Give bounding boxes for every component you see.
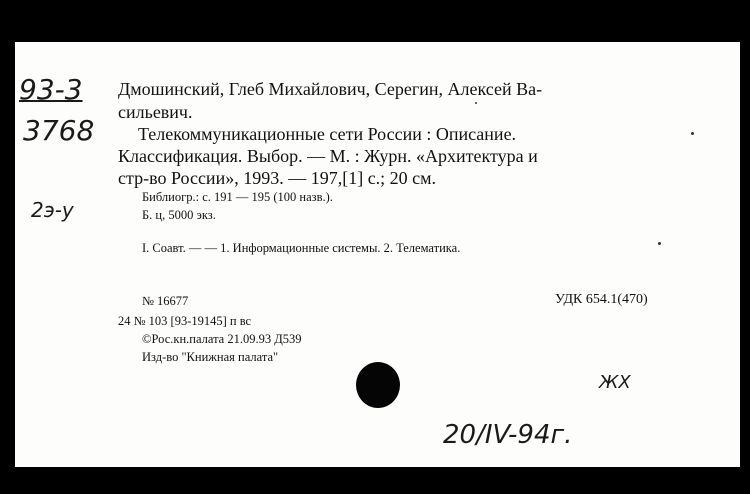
handwritten-mark-right: ЖХ bbox=[599, 372, 631, 393]
punched-hole bbox=[356, 362, 400, 408]
shelf-mark-bottom: 3768 bbox=[23, 114, 95, 147]
subject-headings: I. Соавт. — — 1. Информационные системы. 2. Телематика. bbox=[142, 241, 461, 255]
bibliography-note: Библиогр.: с. 191 — 195 (100 назв.). bbox=[142, 190, 333, 204]
author-line-2: сильевич. bbox=[118, 102, 193, 122]
book-chamber-line: ©Рос.кн.палата 21.09.93 Д539 bbox=[142, 332, 302, 346]
handwritten-date: 20/IV-94г. bbox=[443, 420, 573, 450]
udc-code: УДК 654.1(470) bbox=[555, 292, 648, 307]
price-copies: Б. ц, 5000 экз. bbox=[142, 208, 216, 222]
card-number: № 16677 bbox=[142, 294, 189, 308]
scan-speck bbox=[691, 132, 694, 135]
scan-speck bbox=[658, 242, 661, 245]
title-line-2: Классификация. Выбор. — М. : Журн. «Архитектура и bbox=[118, 146, 538, 166]
shelf-mark-top: 93-3 bbox=[19, 73, 83, 106]
handwritten-side-note: 2э-у bbox=[31, 198, 74, 222]
scan-speck bbox=[475, 102, 477, 104]
title-line-1: Телекоммуникационные сети России : Описание. bbox=[138, 124, 517, 144]
title-line-3: стр-во России», 1993. — 197,[1] с.; 20 см. bbox=[118, 168, 437, 188]
publisher-line: Изд-во "Книжная палата" bbox=[142, 350, 279, 364]
author-line-1: Дмошинский, Глеб Михайлович, Серегин, Алексей Ва- bbox=[118, 79, 543, 99]
registration-line: 24 № 103 [93-19145] п вс bbox=[118, 314, 252, 328]
